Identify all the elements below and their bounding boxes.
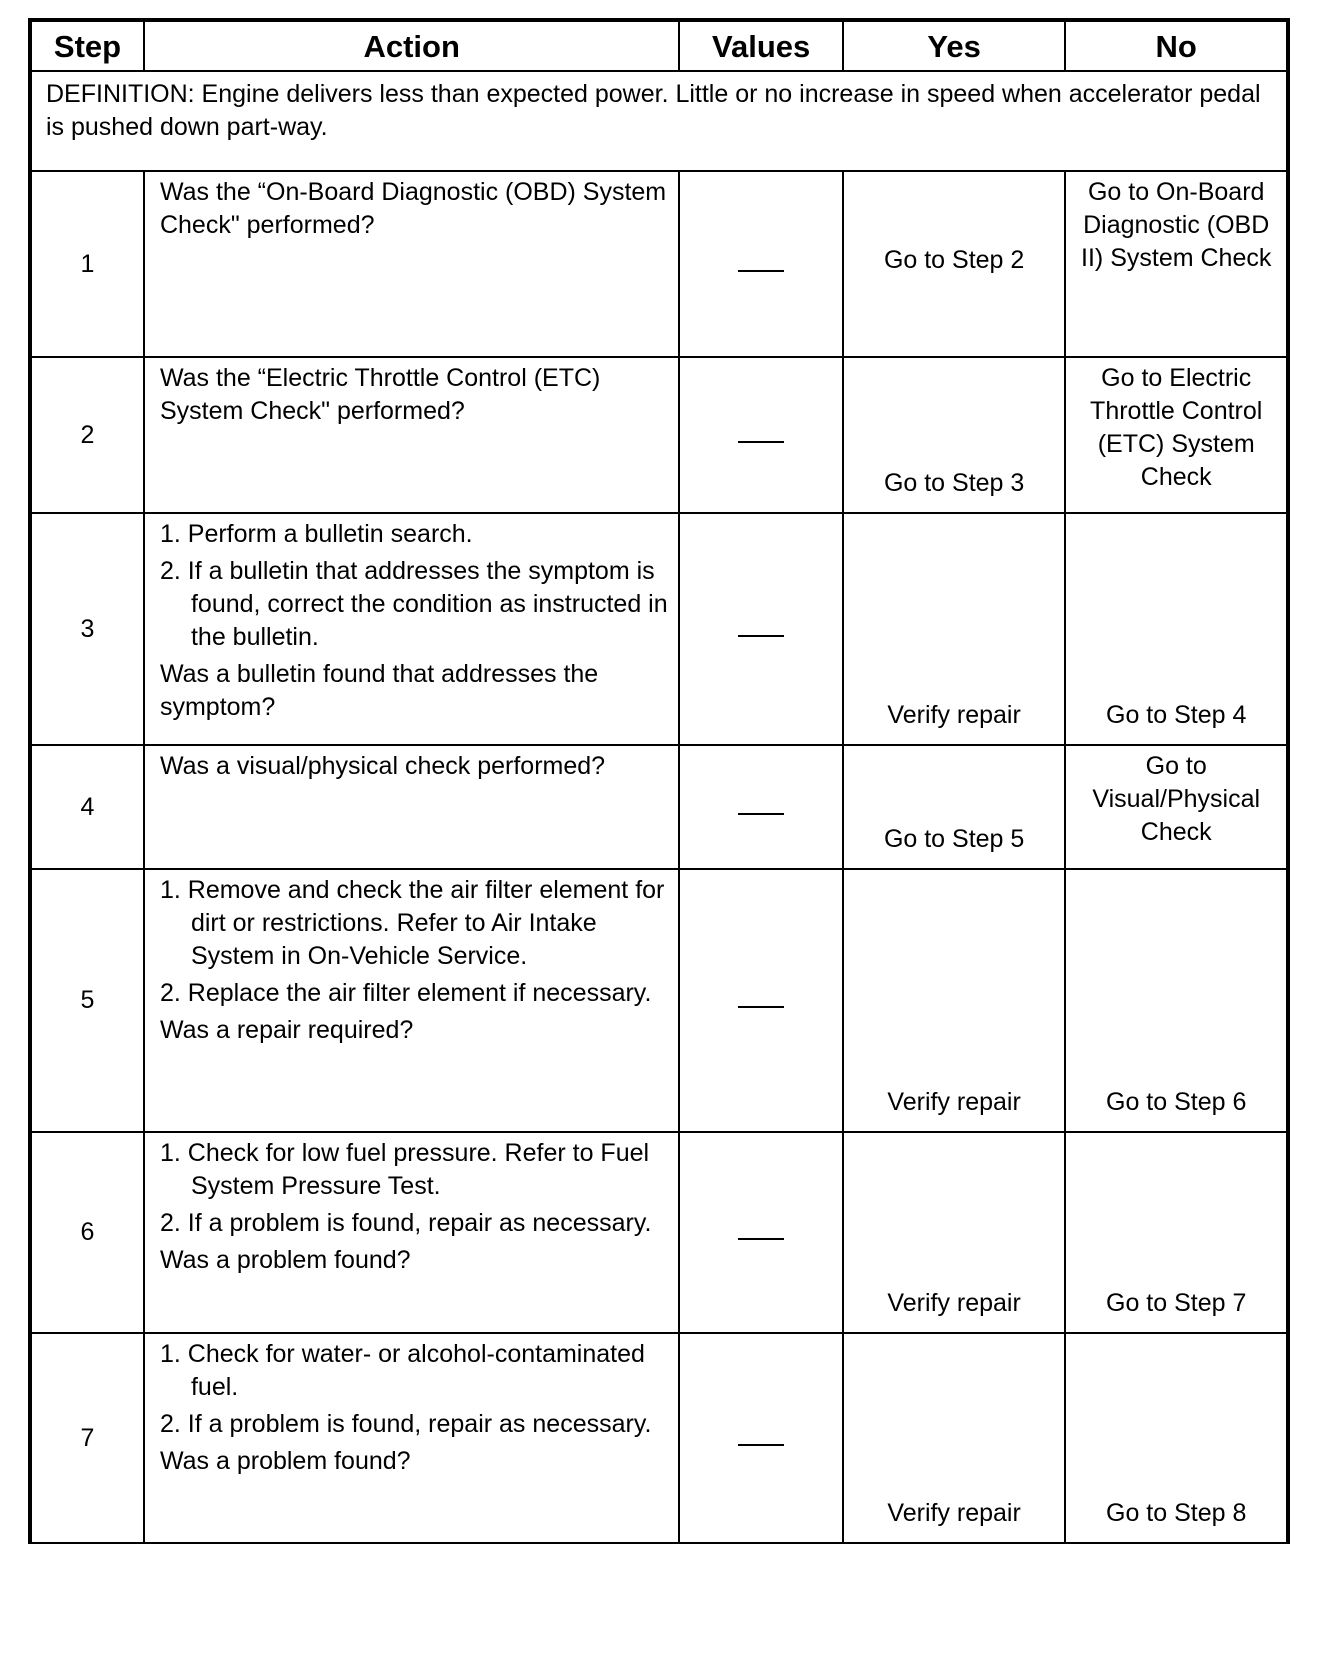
yes-text: Go to Step 5 <box>883 825 1025 853</box>
table-row <box>30 1333 1288 1543</box>
dash-mark <box>738 441 784 443</box>
no-text: Go to Step 4 <box>1106 701 1247 729</box>
definition-text: DEFINITION: Engine delivers less than expected power. Little or no increase in speed when accelerator pedal is pushed down part-way. <box>30 71 1288 171</box>
action-question: Was a problem found? <box>159 1447 411 1475</box>
yes-cell <box>843 357 1066 513</box>
yes-text: Go to Step 3 <box>883 469 1025 497</box>
action-line: 1. Check for water- or alcohol-contaminated fuel. <box>159 1340 645 1401</box>
values-cell <box>679 357 842 513</box>
diagnostic-table <box>28 18 1290 1544</box>
table-row <box>30 1132 1288 1333</box>
yes-text: Verify repair <box>887 1499 1021 1527</box>
no-text: Go to Visual/Physical Check <box>1092 752 1261 846</box>
dash-mark <box>738 1006 784 1008</box>
table-row <box>30 357 1288 513</box>
yes-cell <box>843 745 1066 869</box>
no-cell <box>1065 745 1288 869</box>
action-line: 1. Remove and check the air filter element for dirt or restrictions. Refer to Air Intake System in On-Vehicle Service. <box>159 876 665 970</box>
no-text: Go to Step 7 <box>1106 1289 1247 1317</box>
action-cell <box>144 171 679 357</box>
header-step: Step <box>30 20 144 71</box>
values-cell <box>679 1132 842 1333</box>
yes-cell <box>843 171 1066 357</box>
action-cell <box>144 869 679 1132</box>
step-number: 3 <box>30 513 144 745</box>
no-text: Go to Step 6 <box>1106 1088 1247 1116</box>
action-question: Was a repair required? <box>159 1016 414 1044</box>
no-cell <box>1065 171 1288 357</box>
step-number: 7 <box>30 1333 144 1543</box>
yes-text: Verify repair <box>887 1088 1021 1116</box>
header-no: No <box>1065 20 1288 71</box>
action-line: Was the “Electric Throttle Control (ETC) System Check" performed? <box>159 364 601 425</box>
dash-mark <box>738 1238 784 1240</box>
header-row <box>30 20 1288 71</box>
action-line: 2. If a bulletin that addresses the symptom is found, correct the condition as instructed in the bulletin. <box>159 557 668 651</box>
table-row <box>30 869 1288 1132</box>
action-line: Was a visual/physical check performed? <box>159 752 606 780</box>
step-number: 1 <box>30 171 144 357</box>
action-cell <box>144 1132 679 1333</box>
action-cell <box>144 1333 679 1543</box>
action-line: Was the “On-Board Diagnostic (OBD) System Check" performed? <box>159 178 667 239</box>
step-number: 6 <box>30 1132 144 1333</box>
action-cell <box>144 357 679 513</box>
action-line: 1. Check for low fuel pressure. Refer to Fuel System Pressure Test. <box>159 1139 650 1200</box>
header-action: Action <box>144 20 679 71</box>
no-cell <box>1065 869 1288 1132</box>
dash-mark <box>738 270 784 272</box>
step-number: 4 <box>30 745 144 869</box>
values-cell <box>679 171 842 357</box>
yes-cell <box>843 1333 1066 1543</box>
yes-text: Verify repair <box>887 701 1021 729</box>
values-cell <box>679 1333 842 1543</box>
step-number: 5 <box>30 869 144 1132</box>
yes-text: Verify repair <box>887 1289 1021 1317</box>
header-values: Values <box>679 20 842 71</box>
diagnostic-table-page <box>28 18 1290 1628</box>
action-question: Was a problem found? <box>159 1246 411 1274</box>
action-line: 2. Replace the air filter element if necessary. <box>159 979 652 1007</box>
action-line: 2. If a problem is found, repair as necessary. <box>159 1209 652 1237</box>
action-cell <box>144 745 679 869</box>
table-row <box>30 171 1288 357</box>
no-text: Go to On-Board Diagnostic (OBD II) System Check <box>1081 178 1272 272</box>
step-number: 2 <box>30 357 144 513</box>
definition-row <box>30 71 1288 171</box>
dash-mark <box>738 1444 784 1446</box>
action-line: 2. If a problem is found, repair as necessary. <box>159 1410 652 1438</box>
action-line: 1. Perform a bulletin search. <box>159 520 473 548</box>
no-cell <box>1065 1333 1288 1543</box>
no-text: Go to Electric Throttle Control (ETC) System Check <box>1090 364 1263 491</box>
no-cell <box>1065 513 1288 745</box>
action-question: Was a bulletin found that addresses the symptom? <box>159 660 599 721</box>
yes-text: Go to Step 2 <box>883 245 1025 274</box>
table-row <box>30 513 1288 745</box>
header-yes: Yes <box>843 20 1066 71</box>
no-cell <box>1065 357 1288 513</box>
values-cell <box>679 869 842 1132</box>
no-cell <box>1065 1132 1288 1333</box>
dash-mark <box>738 635 784 637</box>
no-text: Go to Step 8 <box>1106 1499 1247 1527</box>
table-row <box>30 745 1288 869</box>
yes-cell <box>843 513 1066 745</box>
yes-cell <box>843 1132 1066 1333</box>
values-cell <box>679 745 842 869</box>
values-cell <box>679 513 842 745</box>
yes-cell <box>843 869 1066 1132</box>
dash-mark <box>738 813 784 815</box>
action-cell <box>144 513 679 745</box>
